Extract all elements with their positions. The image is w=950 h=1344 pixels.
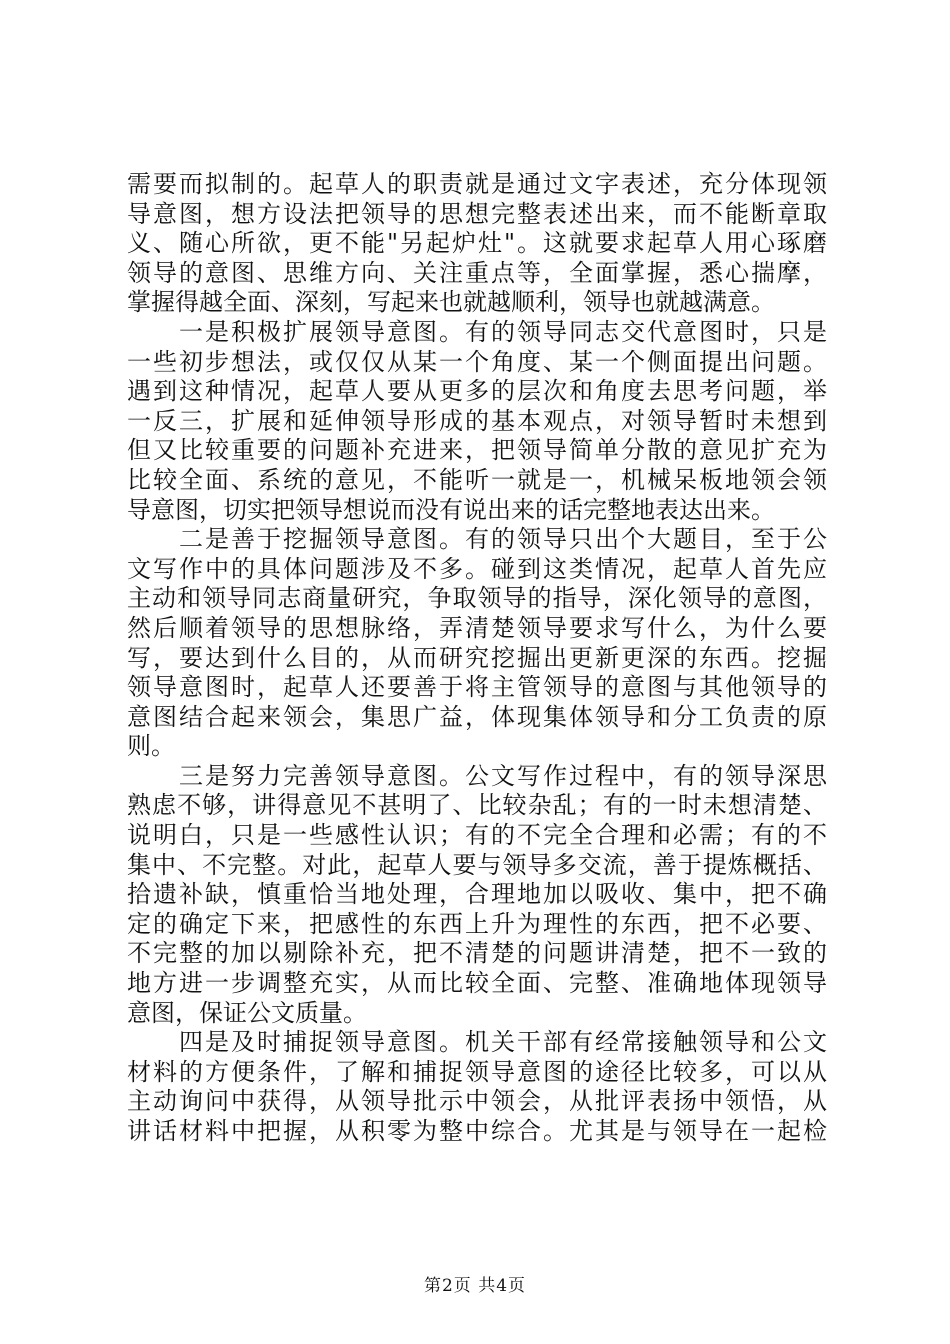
text-line: 领导意图时，起草人还要善于将主管领导的意图与其他领导的 xyxy=(127,673,827,702)
text-line: 定的确定下来，把感性的东西上升为理性的东西，把不必要、 xyxy=(127,909,827,938)
text-line: 说明白，只是一些感性认识；有的不完全合理和必需；有的不 xyxy=(127,821,827,850)
text-line: 四是及时捕捉领导意图。机关干部有经常接触领导和公文 xyxy=(127,1028,827,1057)
text-line: 需要而拟制的。起草人的职责就是通过文字表述，充分体现领 xyxy=(127,170,827,198)
text-line: 义、随心所欲，更不能"另起炉灶"。这就要求起草人用心琢磨 xyxy=(127,229,827,258)
text-line: 写，要达到什么目的，从而研究挖掘出更新更深的东西。挖掘 xyxy=(127,643,827,672)
text-line: 讲话材料中把握，从积零为整中综合。尤其是与领导在一起检 xyxy=(127,1117,827,1145)
text-line: 地方进一步调整充实，从而比较全面、完整、准确地体现领导 xyxy=(127,969,827,998)
text-line: 一反三，扩展和延伸领导形成的基本观点，对领导暂时未想到 xyxy=(127,406,827,435)
text-line: 比较全面、系统的意见，不能听一就是一，机械呆板地领会领 xyxy=(127,465,827,494)
text-line: 三是努力完善领导意图。公文写作过程中，有的领导深思 xyxy=(127,761,827,790)
text-line: 掌握得越全面、深刻，写起来也就越顺利，领导也就越满意。 xyxy=(127,288,775,317)
text-line: 导意图，切实把领导想说而没有说出来的话完整地表达出来。 xyxy=(127,495,775,524)
text-line: 集中、不完整。对此，起草人要与领导多交流，善于提炼概括、 xyxy=(127,850,827,879)
text-line: 一是积极扩展领导意图。有的领导同志交代意图时，只是 xyxy=(127,317,827,346)
page-footer: 第2页 共4页 xyxy=(423,1276,527,1296)
text-line: 遇到这种情况，起草人要从更多的层次和角度去思考问题，举 xyxy=(127,377,827,406)
text-line: 导意图，想方设法把领导的思想完整表述出来，而不能断章取 xyxy=(127,199,827,228)
text-line: 拾遗补缺，慎重恰当地处理，合理地加以吸收、集中，把不确 xyxy=(127,880,827,909)
text-line: 但又比较重要的问题补充进来，把领导简单分散的意见扩充为 xyxy=(127,436,827,465)
text-line: 领导的意图、思维方向、关注重点等，全面掌握，悉心揣摩， xyxy=(127,258,827,287)
document-body xyxy=(127,170,827,1147)
text-line: 意图，保证公文质量。 xyxy=(127,998,367,1027)
text-line: 则。 xyxy=(127,732,175,761)
text-line: 意图结合起来领会，集思广益，体现集体领导和分工负责的原 xyxy=(127,702,827,731)
text-line: 文写作中的具体问题涉及不多。碰到这类情况，起草人首先应 xyxy=(127,554,827,583)
text-line: 一些初步想法，或仅仅从某一个角度、某一个侧面提出问题。 xyxy=(127,347,827,376)
text-line: 熟虑不够，讲得意见不甚明了、比较杂乱；有的一时未想清楚、 xyxy=(127,791,827,820)
text-line: 材料的方便条件，了解和捕捉领导意图的途径比较多，可以从 xyxy=(127,1057,827,1086)
text-line: 然后顺着领导的思想脉络，弄清楚领导要求写什么，为什么要 xyxy=(127,613,827,642)
text-line: 主动询问中获得，从领导批示中领会，从批评表扬中领悟，从 xyxy=(127,1087,827,1116)
text-line: 不完整的加以剔除补充，把不清楚的问题讲清楚，把不一致的 xyxy=(127,939,827,968)
text-line: 二是善于挖掘领导意图。有的领导只出个大题目，至于公 xyxy=(127,525,827,554)
text-line: 主动和领导同志商量研究，争取领导的指导，深化领导的意图， xyxy=(127,584,827,613)
